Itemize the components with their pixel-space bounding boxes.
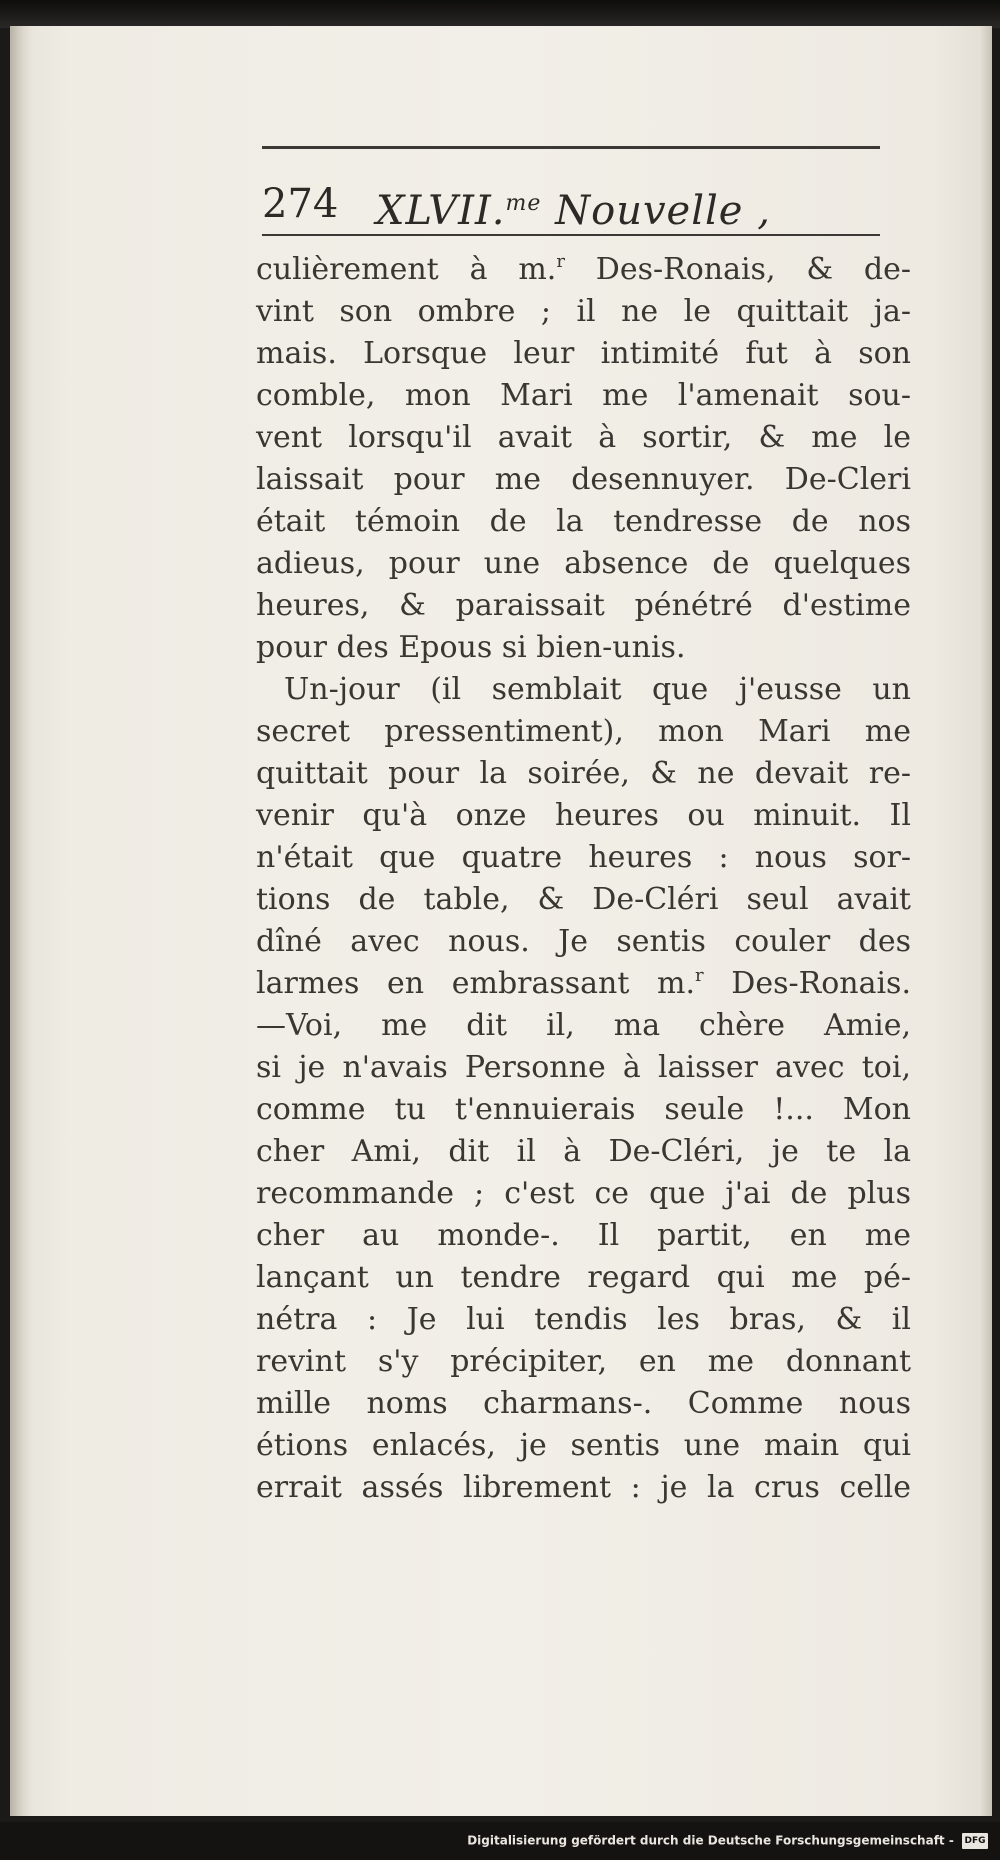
text-line: venir qu'à onze heures ou minuit. Il: [256, 798, 911, 833]
title-word: Nouvelle ,: [555, 188, 771, 234]
title-numeral: XLVII.: [376, 188, 506, 234]
paragraph-start-line: Un-jour (il semblait que j'eusse un: [284, 672, 911, 707]
text-line: comme tu t'ennuierais seule !... Mon: [256, 1092, 911, 1127]
text-line: adieus, pour une absence de quelques: [256, 546, 911, 581]
page-edge-shadow: [980, 26, 992, 1816]
text-line: comble, mon Mari me l'amenait sou-: [256, 378, 911, 413]
running-title: [376, 176, 771, 239]
text-line: nétra : Je lui tendis les bras, & il: [256, 1302, 911, 1337]
text-line: tions de table, & De-Cléri seul avait: [256, 882, 911, 917]
text-line: larmes en embrassant m.$^r$ Des-Ronais.: [256, 965, 911, 1001]
text-line: dîné avec nous. Je sentis couler des: [256, 924, 911, 959]
paragraph-end-line: pour des Epous si bien-unis.: [256, 630, 686, 665]
credit-text: Digitalisierung gefördert durch die Deutsche Forschungsgemeinschaft -: [467, 1833, 954, 1848]
text-line: vint son ombre ; il ne le quittait ja-: [256, 294, 911, 329]
text-line: si je n'avais Personne à laisser avec toi,: [256, 1050, 911, 1085]
text-line: errait assés librement : je la crus celle: [256, 1470, 911, 1505]
body-text: [256, 249, 911, 1509]
text-line: revint s'y précipiter, en me donnant: [256, 1344, 911, 1379]
text-line: cher au monde-. Il partit, en me: [256, 1218, 911, 1253]
text-line: secret pressentiment), mon Mari me: [256, 714, 911, 749]
text-line: culièrement à m.$^r$ Des-Ronais, & de-: [256, 251, 911, 287]
header-rule-bottom: [262, 234, 880, 236]
text-line: laissait pour me desennuyer. De-Cleri: [256, 462, 911, 497]
text-line: n'était que quatre heures : nous sor-: [256, 840, 911, 875]
text-line: —Voi, me dit il, ma chère Amie,: [256, 1008, 911, 1043]
header-rule-top: [262, 146, 880, 149]
text-line: lançant un tendre regard qui me pé-: [256, 1260, 911, 1295]
digitization-credit: [467, 1833, 988, 1849]
title-superscript: me: [505, 191, 542, 216]
text-line: quittait pour la soirée, & ne devait re-: [256, 756, 911, 791]
page-number: 274: [262, 181, 339, 227]
text-line: cher Ami, dit il à De-Cléri, je te la: [256, 1134, 911, 1169]
text-line: mille noms charmans-. Comme nous: [256, 1386, 911, 1421]
text-line: était témoin de la tendresse de nos: [256, 504, 911, 539]
page-gutter-shadow: [10, 26, 32, 1816]
dfg-logo: DFG: [962, 1833, 988, 1849]
text-line: vent lorsqu'il avait à sortir, & me le: [256, 420, 911, 455]
text-line: étions enlacés, je sentis une main qui: [256, 1428, 911, 1463]
text-line: mais. Lorsque leur intimité fut à son: [256, 336, 911, 371]
scan-top-shadow: [0, 0, 1000, 28]
text-line: heures, & paraissait pénétré d'estime: [256, 588, 911, 623]
running-header: [262, 176, 902, 232]
text-line: recommande ; c'est ce que j'ai de plus: [256, 1176, 911, 1211]
